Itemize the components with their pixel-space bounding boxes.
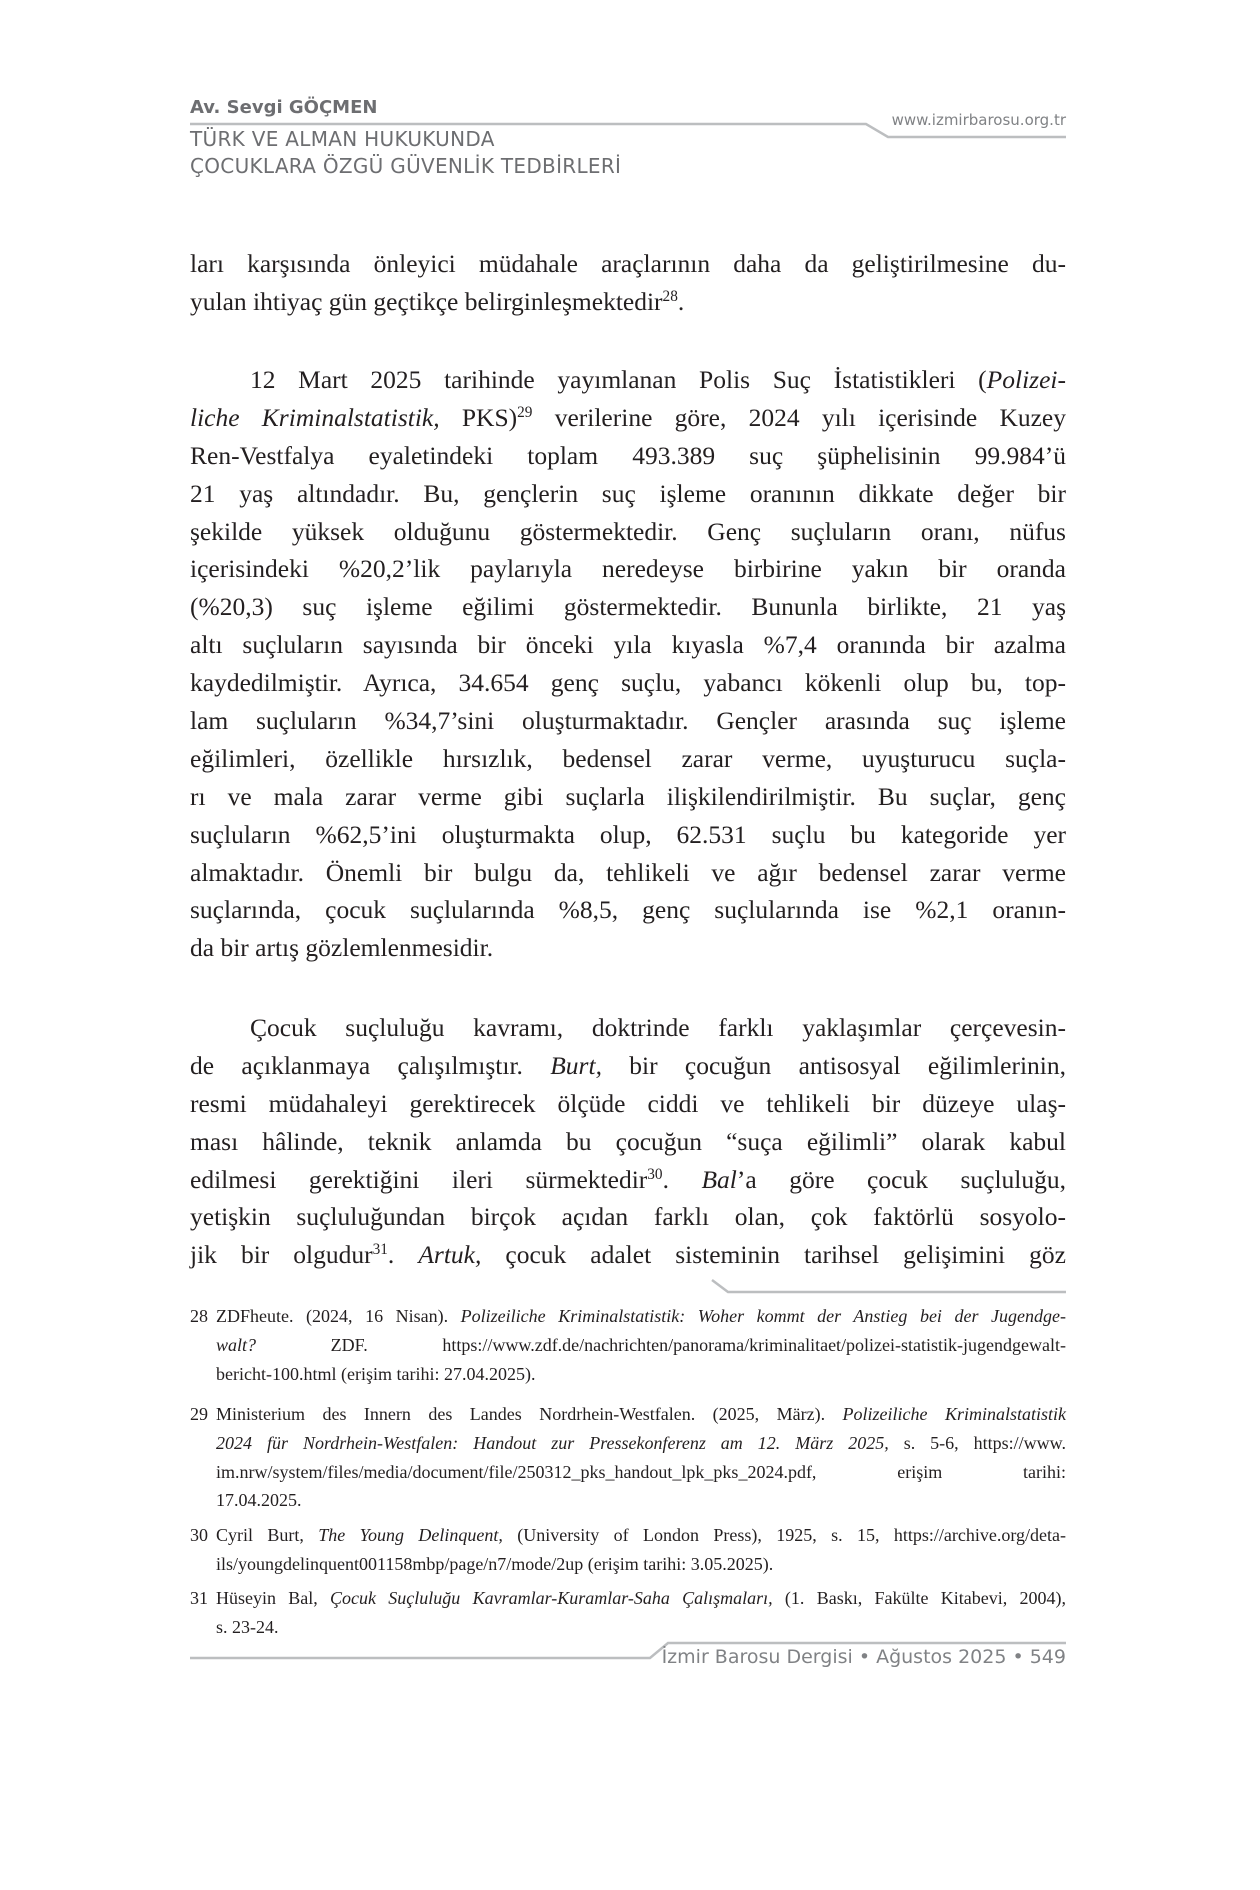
italic-text: Artuk, bbox=[418, 1240, 482, 1270]
italic-text: Polizei- bbox=[986, 365, 1066, 394]
text-run: ması hâlinde, teknik anlamda bu çocuğun “suça eğilimli” olarak kabul bbox=[190, 1126, 1066, 1156]
text-run: bir çocuğun antisosyal eğilimlerinin, bbox=[601, 1050, 1066, 1080]
text-line bbox=[190, 929, 1066, 967]
text-line bbox=[216, 1521, 1066, 1550]
text-line bbox=[190, 1236, 1066, 1274]
footnote-reference: 31 bbox=[372, 1241, 388, 1259]
text-line bbox=[216, 1550, 1066, 1579]
text-run: im.nrw/system/files/media/document/file/250312_pks_handout_lpk_pks_2024.pdf, erişim tarihi: bbox=[216, 1461, 1066, 1482]
text-run: altı suçluların sayısında bir önceki yıla kıyasla %7,4 oranında bir azalma bbox=[190, 630, 1066, 660]
text-line bbox=[190, 626, 1066, 664]
text-run: Çocuk suçluluğu kavramı, doktrinde farklı yaklaşımlar çerçevesin- bbox=[250, 1013, 1066, 1042]
text-line bbox=[190, 475, 1066, 513]
italic-text: liche Kriminalstatistik, bbox=[190, 402, 440, 432]
text-line bbox=[190, 1085, 1066, 1123]
text-run: ZDFheute. (2024, 16 Nisan). bbox=[216, 1306, 461, 1326]
text-run: . bbox=[662, 1164, 702, 1194]
text-run: s. 5-6, https://www. bbox=[888, 1432, 1066, 1453]
text-run: suçluların %62,5’ini oluşturmakta olup, 62.531 suçlu bu kategoride yer bbox=[190, 819, 1066, 849]
text-line bbox=[190, 283, 1066, 321]
text-run: Ren-Vestfalya eyaletindeki toplam 493.389 suç şüphelisinin 99.984’ü bbox=[190, 440, 1066, 470]
text-line bbox=[216, 1613, 1066, 1642]
text-run: suçlarında, çocuk suçlularında %8,5, genç suçlularında ise %2,1 oranın- bbox=[190, 895, 1066, 925]
italic-text: 2024 für Nordrhein-Westfalen: Handout zur Pressekonferenz am 12. März 2025, bbox=[216, 1432, 889, 1453]
body-paragraph bbox=[190, 361, 1066, 967]
footnote-number: 31 bbox=[190, 1588, 208, 1608]
text-run: kaydedilmiştir. Ayrıca, 34.654 genç suçlu, yabancı kökenli olup bu, top- bbox=[190, 668, 1066, 698]
text-run: ils/youngdelinquent001158mbp/page/n7/mode/2up (erişim tarihi: 3.05.2025). bbox=[216, 1553, 774, 1574]
text-run: jik bir olgudur bbox=[190, 1240, 373, 1270]
text-run: (%20,3) suç işleme eğilimi göstermektedir. Bununla birlikte, 21 yaş bbox=[190, 592, 1066, 622]
text-run: bericht-100.html (erişim tarihi: 27.04.2025). bbox=[216, 1363, 536, 1384]
text-line bbox=[190, 1009, 1066, 1047]
text-line bbox=[190, 854, 1066, 892]
text-line bbox=[190, 399, 1066, 437]
text-run: eğilimleri, özellikle hırsızlık, bedensel zarar verme, uyuşturucu suçla- bbox=[190, 743, 1066, 773]
italic-text: Polizeiliche Kriminalstatistik bbox=[842, 1404, 1066, 1424]
article-title-line: ÇOCUKLARA ÖZGÜ GÜVENLİK TEDBİRLERİ bbox=[190, 154, 622, 178]
text-line bbox=[216, 1331, 1066, 1360]
footnote-number: 30 bbox=[190, 1525, 208, 1545]
footnote-reference: 30 bbox=[647, 1165, 663, 1183]
text-run: resmi müdahaleyi gerektirecek ölçüde ciddi ve tehlikeli bir düzeye ulaş- bbox=[190, 1088, 1066, 1118]
text-line bbox=[216, 1400, 1066, 1429]
text-run: Cyril Burt, bbox=[216, 1525, 319, 1545]
text-run: Ministerium des Innern des Landes Nordrhein-Westfalen. (2025, März). bbox=[216, 1404, 843, 1424]
italic-text: walt? bbox=[216, 1334, 257, 1355]
text-run: edilmesi gerektiğini ileri sürmektedir bbox=[190, 1164, 648, 1194]
footnote-number: 28 bbox=[190, 1306, 208, 1326]
footnote bbox=[190, 1400, 1066, 1515]
text-line bbox=[190, 664, 1066, 702]
text-run: Hüseyin Bal, bbox=[216, 1588, 331, 1608]
footnote-number: 29 bbox=[190, 1404, 208, 1424]
footer-journal-page: İzmir Barosu Dergisi • Ağustos 2025 • 549 bbox=[661, 1646, 1066, 1668]
text-line bbox=[216, 1360, 1066, 1389]
text-line bbox=[216, 1584, 1066, 1613]
text-run: şekilde yüksek olduğunu göstermektedir. Genç suçluların oranı, nüfus bbox=[190, 516, 1066, 546]
text-run: 21 yaş altındadır. Bu, gençlerin suç işleme oranının dikkate değer bir bbox=[190, 478, 1066, 508]
italic-text: The Young Delinquent, bbox=[318, 1525, 503, 1545]
text-line bbox=[190, 550, 1066, 588]
text-run: rı ve mala zarar verme gibi suçlarla ilişkilendirilmiştir. Bu suçlar, genç bbox=[190, 781, 1066, 811]
text-line bbox=[190, 1123, 1066, 1161]
article-title bbox=[190, 126, 621, 180]
text-run: ZDF. https://www.zdf.de/nachrichten/panorama/kriminalitaet/polizei-statistik-jugendgewalt- bbox=[256, 1334, 1066, 1355]
text-run: . bbox=[387, 1240, 419, 1270]
footnote-reference: 28 bbox=[662, 287, 678, 305]
text-line bbox=[190, 702, 1066, 740]
footnote bbox=[190, 1521, 1066, 1579]
text-run: yulan ihtiyaç gün geçtikçe belirginleşmektedir bbox=[190, 286, 663, 316]
text-run: almaktadır. Önemli bir bulgu da, tehlikeli ve ağır bedensel zarar verme bbox=[190, 857, 1066, 887]
italic-text: Bal bbox=[701, 1164, 737, 1194]
body-paragraph bbox=[190, 245, 1066, 321]
footnote-reference: 29 bbox=[517, 403, 533, 421]
text-run: de açıklanmaya çalışılmıştır. bbox=[190, 1050, 551, 1080]
body-paragraph bbox=[190, 1009, 1066, 1274]
text-run: (1. Baskı, Fakülte Kitabevi, 2004), bbox=[772, 1588, 1066, 1608]
italic-text: Polizeiliche Kriminalstatistik: Woher kommt der Anstieg bei der Jugendge- bbox=[460, 1306, 1066, 1326]
footnote bbox=[190, 1302, 1066, 1388]
text-line bbox=[190, 778, 1066, 816]
text-line bbox=[216, 1302, 1066, 1331]
text-run: . bbox=[677, 286, 685, 316]
text-line bbox=[190, 361, 1066, 399]
footnote-separator bbox=[712, 1280, 1066, 1292]
text-run: verilerine göre, 2024 yılı içerisinde Kuzey bbox=[532, 402, 1066, 432]
italic-text: Çocuk Suçluluğu Kavramlar-Kuramlar-Saha Çalışmaları, bbox=[330, 1588, 773, 1608]
text-run: 17.04.2025. bbox=[216, 1490, 302, 1511]
text-run: ’a göre çocuk suçluluğu, bbox=[736, 1164, 1067, 1194]
text-line bbox=[216, 1486, 1066, 1515]
text-run: yetişkin suçluluğundan birçok açıdan farklı olan, çok faktörlü sosyolo- bbox=[190, 1202, 1066, 1232]
text-line bbox=[190, 816, 1066, 854]
text-run: da bir artış gözlemlenmesidir. bbox=[190, 933, 494, 963]
text-line bbox=[216, 1458, 1066, 1487]
text-line bbox=[190, 1161, 1066, 1199]
text-line bbox=[190, 1198, 1066, 1236]
text-run: s. 23-24. bbox=[216, 1616, 279, 1637]
text-line bbox=[190, 740, 1066, 778]
text-run: ları karşısında önleyici müdahale araçlarının daha da geliştirilmesine du- bbox=[190, 249, 1066, 278]
text-line bbox=[190, 1047, 1066, 1085]
text-line bbox=[190, 891, 1066, 929]
text-line bbox=[216, 1429, 1066, 1458]
author-name: Av. Sevgi GÖÇMEN bbox=[190, 97, 378, 118]
text-line bbox=[190, 437, 1066, 475]
text-run: 12 Mart 2025 tarihinde yayımlanan Polis Suç İstatistikleri ( bbox=[250, 365, 987, 394]
text-line bbox=[190, 588, 1066, 626]
text-run: lam suçluların %34,7’sini oluşturmaktadır. Gençler arasında suç işleme bbox=[190, 706, 1066, 736]
text-line bbox=[190, 245, 1066, 283]
italic-text: Burt, bbox=[550, 1050, 602, 1080]
text-run: (University of London Press), 1925, s. 15, https://archive.org/deta- bbox=[502, 1525, 1066, 1545]
text-run: çocuk adalet sisteminin tarihsel gelişimini göz bbox=[481, 1240, 1066, 1270]
text-line bbox=[190, 513, 1066, 551]
text-run: PKS) bbox=[439, 402, 518, 432]
text-run: içerisindeki %20,2’lik paylarıyla neredeyse birbirine yakın bir oranda bbox=[190, 554, 1066, 584]
article-title-line: TÜRK VE ALMAN HUKUKUNDA bbox=[190, 127, 495, 151]
website-link[interactable]: www.izmirbarosu.org.tr bbox=[891, 111, 1066, 129]
footnote bbox=[190, 1584, 1066, 1642]
